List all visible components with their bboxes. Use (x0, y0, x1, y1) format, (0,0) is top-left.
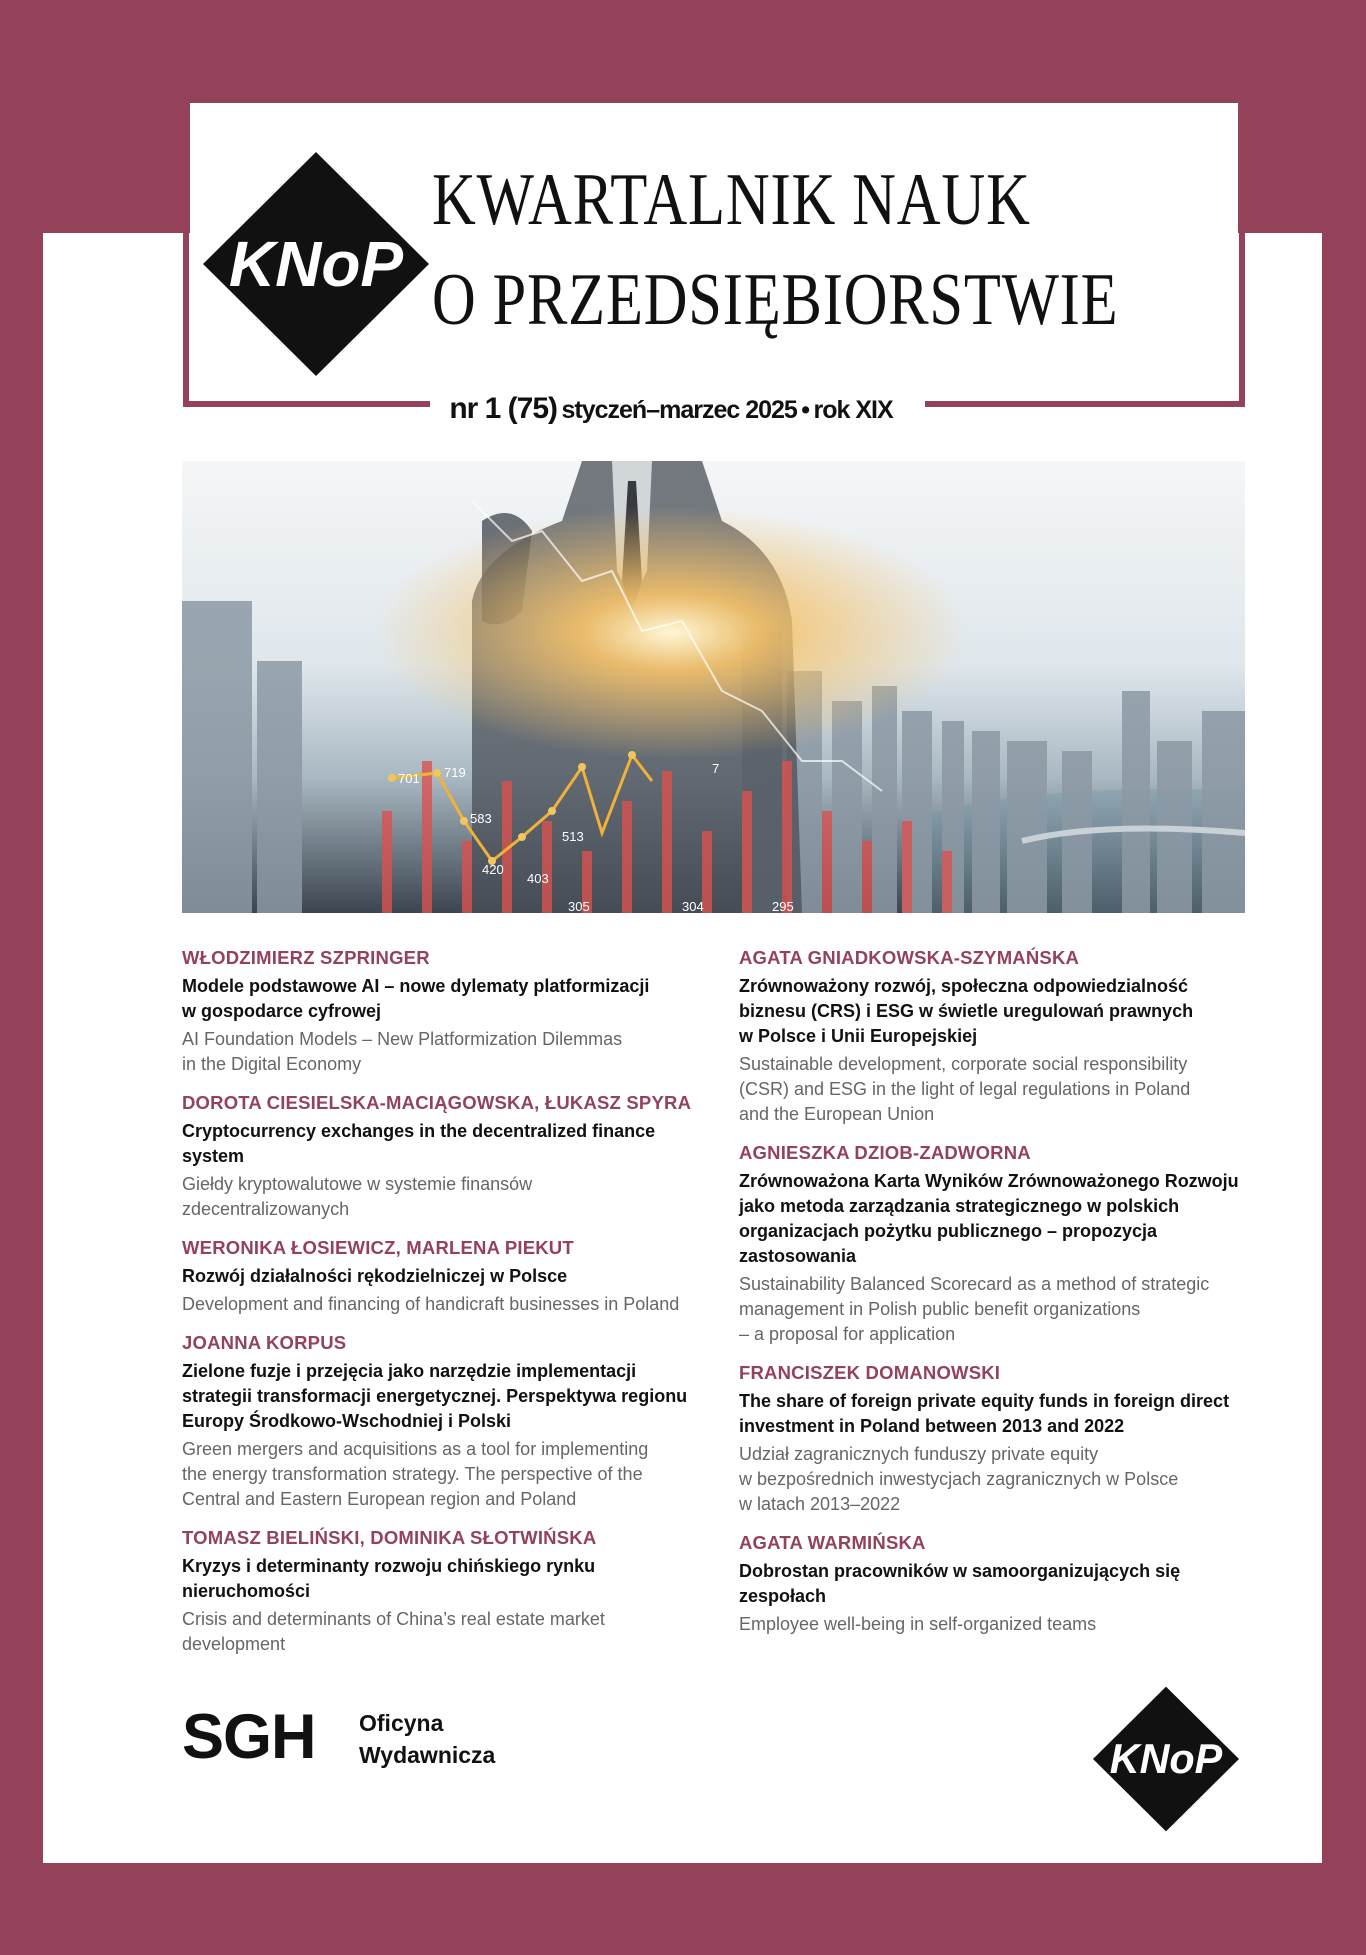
article-author: WŁODZIMIERZ SZPRINGER (182, 947, 430, 968)
article-author: AGNIESZKA DZIOB-ZADWORNA (739, 1142, 1031, 1163)
article-title: Kryzys i determinanty rozwoju chińskiego rynku nieruchomości (182, 1556, 596, 1601)
logo-lettering: KNoP (228, 228, 404, 300)
chart-label: 7 (712, 761, 720, 776)
issue-period: styczeń–marzec 2025 (561, 396, 797, 424)
article-author: AGATA WARMIŃSKA (739, 1532, 926, 1553)
article-subtitle: Giełdy kryptowalutowe w systemie finansów zdecentralizowanych (182, 1174, 533, 1219)
article-title: Zielone fuzje i przejęcia jako narzędzie implementacji strategii transformacji energetycznej. Perspektywa regionu Europy Środkowo-Wschodniej i Polski (182, 1361, 688, 1431)
article-title: Modele podstawowe AI – nowe dylematy platformizacji w gospodarce cyfrowej (182, 976, 650, 1021)
article-subtitle: Udział zagranicznych funduszy private equity w bezpośrednich inwestycjach zagranicznych w Polsce w latach 2013–2022 (739, 1444, 1179, 1514)
issue-number: nr 1 (75) (449, 392, 558, 425)
article-subtitle: Development and financing of handicraft businesses in Poland (182, 1294, 680, 1314)
article-title: Cryptocurrency exchanges in the decentralized finance system (182, 1121, 656, 1166)
cover-frame-left (0, 0, 43, 1955)
cover-photo (182, 461, 1245, 913)
article-author: DOROTA CIESIELSKA-MACIĄGOWSKA, ŁUKASZ SPYRA (182, 1092, 692, 1113)
logo-small-lettering: KNoP (1109, 1736, 1223, 1783)
publisher-name: Oficyna Wydawnicza (359, 1710, 496, 1768)
cover-frame-bottom (0, 1863, 1366, 1955)
chart-label: 304 (682, 899, 704, 913)
article-author: FRANCISZEK DOMANOWSKI (739, 1362, 1001, 1383)
knop-logo-icon (203, 152, 429, 376)
chart-label: 305 (568, 899, 590, 913)
article-author: TOMASZ BIELIŃSKI, DOMINIKA SŁOTWIŃSKA (182, 1527, 597, 1548)
article-entry (182, 946, 702, 1077)
article-author: AGATA GNIADKOWSKA-SZYMAŃSKA (739, 947, 1080, 968)
issue-info (430, 392, 912, 442)
toc-right-column (739, 946, 1249, 1651)
cover-frame-right (1322, 0, 1366, 1955)
article-subtitle: Sustainable development, corporate social responsibility (CSR) and ESG in the light of legal regulations in Poland and the European Union (739, 1054, 1191, 1124)
chart-label: 295 (772, 899, 794, 913)
issue-year: rok XIX (813, 396, 893, 424)
chart-label: 420 (482, 862, 504, 877)
toc-left-column (182, 946, 702, 1671)
article-author: WERONIKA ŁOSIEWICZ, MARLENA PIEKUT (182, 1237, 574, 1258)
article-author: JOANNA KORPUS (182, 1332, 347, 1353)
article-title: Zrównoważona Karta Wyników Zrównoważonego Rozwoju jako metoda zarządzania strategicznego w polskich organizacjach pożytku publicznego – propozycja zastosowania (739, 1171, 1239, 1266)
sgh-logo: SGH (182, 1702, 316, 1772)
article-entry (739, 1361, 1249, 1517)
chart-label: 583 (470, 811, 492, 826)
journal-title-line-2: O PRZEDSIĘBIORSTWIE (432, 259, 1119, 341)
article-subtitle: Green mergers and acquisitions as a tool for implementing the energy transformation strategy. The perspective of the Central and Eastern European region and Poland (182, 1439, 649, 1509)
issue-separator: • (801, 396, 810, 424)
article-entry (182, 1091, 702, 1222)
journal-title-line-1: KWARTALNIK NAUK (432, 159, 1031, 241)
article-title: Rozwój działalności rękodzielniczej w Polsce (182, 1266, 568, 1286)
article-subtitle: Employee well-being in self-organized teams (739, 1614, 1097, 1634)
chart-label: 513 (562, 829, 584, 844)
article-title: The share of foreign private equity funds in foreign direct investment in Poland between 2013 and 2022 (739, 1391, 1230, 1436)
article-entry (739, 1531, 1249, 1637)
article-subtitle: Crisis and determinants of China’s real estate market development (182, 1609, 605, 1654)
article-entry (739, 946, 1249, 1127)
knop-logo-small-icon (1093, 1686, 1239, 1832)
article-entry (182, 1236, 702, 1317)
chart-label: 701 (398, 771, 420, 786)
chart-label: 719 (444, 765, 466, 780)
chart-label: 403 (527, 871, 549, 886)
article-entry (182, 1331, 702, 1512)
article-subtitle: Sustainability Balanced Scorecard as a method of strategic management in Polish public benefit organizations – a proposal for application (739, 1274, 1210, 1344)
article-title: Zrównoważony rozwój, społeczna odpowiedzialność biznesu (CRS) i ESG w świetle uregulowań prawnych w Polsce i Unii Europejskiej (739, 976, 1194, 1046)
article-entry (739, 1141, 1249, 1347)
article-title: Dobrostan pracowników w samoorganizujących się zespołach (739, 1561, 1181, 1606)
article-subtitle: AI Foundation Models – New Platformization Dilemmas in the Digital Economy (182, 1029, 623, 1074)
article-entry (182, 1526, 702, 1657)
